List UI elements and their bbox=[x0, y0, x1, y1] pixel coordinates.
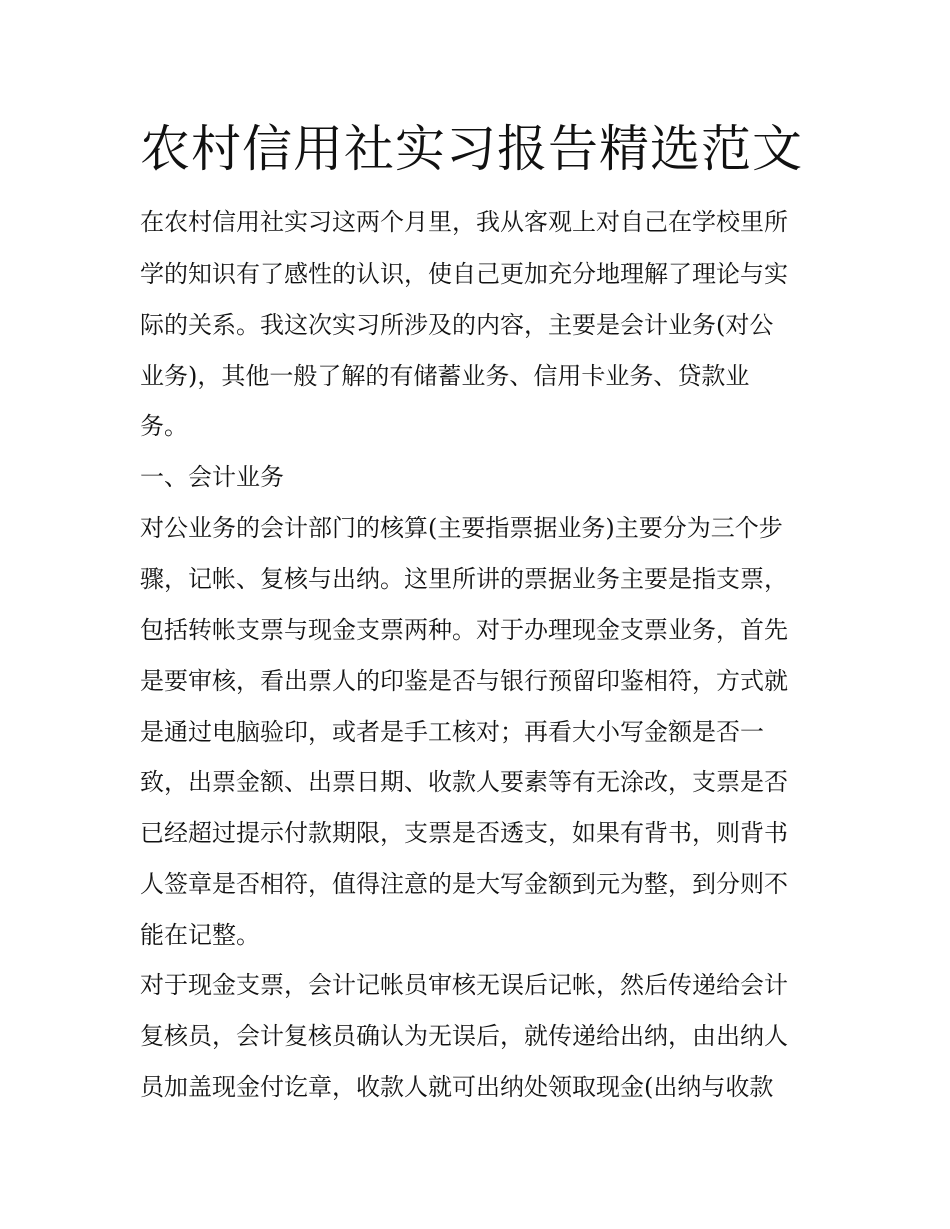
body-line: 骤，记帐、复核与出纳。这里所讲的票据业务主要是指支票， bbox=[140, 565, 788, 593]
document-title: 农村信用社实习报告精选范文 bbox=[140, 120, 803, 178]
body-line: 员加盖现金付讫章，收款人就可出纳处领取现金(出纳与收款 bbox=[140, 1073, 774, 1101]
body-line: 业务)，其他一般了解的有储蓄业务、信用卡业务、贷款业 bbox=[140, 362, 750, 390]
body-line: 已经超过提示付款期限，支票是否透支，如果有背书，则背书 bbox=[140, 819, 788, 847]
body-line: 包括转帐支票与现金支票两种。对于办理现金支票业务，首先 bbox=[140, 616, 788, 644]
body-line: 对于现金支票，会计记帐员审核无误后记帐，然后传递给会计 bbox=[140, 971, 788, 999]
body-line: 人签章是否相符，值得注意的是大写金额到元为整，到分则不 bbox=[140, 870, 788, 898]
body-line: 致，出票金额、出票日期、收款人要素等有无涂改，支票是否 bbox=[140, 768, 788, 796]
body-line: 能在记整。 bbox=[140, 921, 260, 949]
body-line: 是通过电脑验印，或者是手工核对；再看大小写金额是否一 bbox=[140, 718, 764, 746]
body-line: 在农村信用社实习这两个月里，我从客观上对自己在学校里所 bbox=[140, 208, 788, 236]
body-line: 对公业务的会计部门的核算(主要指票据业务)主要分为三个步 bbox=[140, 514, 783, 542]
body-line: 复核员，会计复核员确认为无误后，就传递给出纳，由出纳人 bbox=[140, 1022, 788, 1050]
body-line: 际的关系。我这次实习所涉及的内容，主要是会计业务(对公 bbox=[140, 311, 774, 339]
body-line: 学的知识有了感性的认识，使自己更加充分地理解了理论与实 bbox=[140, 260, 788, 288]
body-line: 务。 bbox=[140, 412, 188, 440]
body-line: 是要审核，看出票人的印鉴是否与银行预留印鉴相符，方式就 bbox=[140, 667, 788, 695]
section-heading: 一、会计业务 bbox=[140, 463, 284, 491]
